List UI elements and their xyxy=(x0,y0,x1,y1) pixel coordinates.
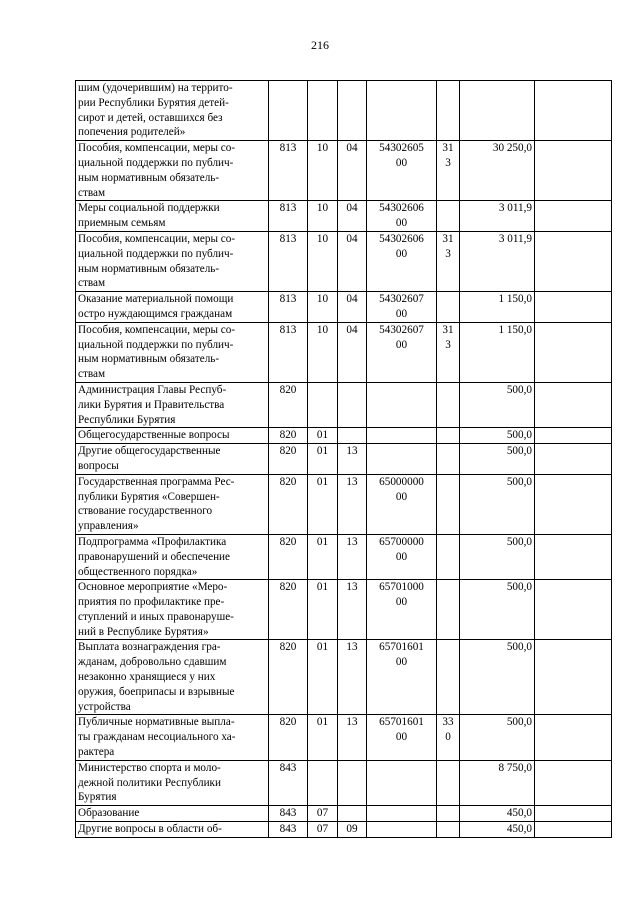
section-code-cell xyxy=(308,822,338,838)
budget-table-body xyxy=(76,81,612,838)
amount-cell-text: 30 250,0 xyxy=(492,142,532,155)
row-name-cell xyxy=(76,760,269,805)
row-name-cell xyxy=(76,428,269,444)
empty-cell xyxy=(535,322,612,382)
empty-cell xyxy=(535,141,612,201)
row-name-cell-text: Образование xyxy=(78,807,140,820)
empty-cell xyxy=(535,534,612,579)
amount-cell xyxy=(460,806,535,822)
ministry-code-cell xyxy=(269,640,308,715)
subsection-code-cell-text: 13 xyxy=(346,445,358,458)
amount-cell xyxy=(460,231,535,291)
subsection-code-cell-text: 04 xyxy=(346,293,358,306)
section-code-cell-text: 07 xyxy=(316,823,329,836)
section-code-cell-text: 10 xyxy=(316,202,329,215)
subsection-code-cell xyxy=(338,231,367,291)
table-row xyxy=(76,292,612,323)
section-code-cell-text: 07 xyxy=(316,807,329,820)
budget-table xyxy=(75,80,612,838)
target-article-cell xyxy=(367,474,437,534)
amount-cell-text: 450,0 xyxy=(506,807,532,820)
section-code-cell-text: 01 xyxy=(316,581,329,594)
table-row xyxy=(76,382,612,427)
table-row xyxy=(76,428,612,444)
amount-cell-text: 500,0 xyxy=(506,383,532,396)
expense-type-cell-text: 31 3 xyxy=(442,232,454,260)
expense-type-cell xyxy=(437,580,460,640)
row-name-cell xyxy=(76,715,269,760)
subsection-code-cell-text: 04 xyxy=(346,232,358,245)
target-article-cell xyxy=(367,428,437,444)
expense-type-cell xyxy=(437,201,460,232)
ministry-code-cell xyxy=(269,428,308,444)
subsection-code-cell-text: 04 xyxy=(346,202,358,215)
subsection-code-cell-text: 09 xyxy=(346,823,358,836)
row-name-cell-text: Министерство спорта и моло- дежной политики Республики Бурятия xyxy=(78,761,221,804)
empty-cell xyxy=(535,822,612,838)
ministry-code-cell xyxy=(269,806,308,822)
target-article-cell xyxy=(367,822,437,838)
ministry-code-cell xyxy=(269,444,308,475)
row-name-cell xyxy=(76,444,269,475)
amount-cell-text: 500,0 xyxy=(506,641,532,654)
subsection-code-cell xyxy=(338,580,367,640)
target-article-cell xyxy=(367,444,437,475)
ministry-code-cell xyxy=(269,760,308,805)
expense-type-cell-text: 31 3 xyxy=(442,142,454,169)
target-article-cell xyxy=(367,201,437,232)
target-article-cell-text: 65000000 00 xyxy=(379,475,424,503)
section-code-cell-text: 01 xyxy=(316,429,329,442)
row-name-cell xyxy=(76,292,269,323)
row-name-cell xyxy=(76,141,269,201)
ministry-code-cell-text: 813 xyxy=(279,142,297,155)
ministry-code-cell xyxy=(269,822,308,838)
target-article-cell xyxy=(367,580,437,640)
empty-cell xyxy=(535,231,612,291)
empty-cell xyxy=(535,760,612,805)
table-row xyxy=(76,322,612,382)
expense-type-cell xyxy=(437,322,460,382)
amount-cell xyxy=(460,715,535,760)
expense-type-cell xyxy=(437,141,460,201)
ministry-code-cell-text: 820 xyxy=(279,475,297,488)
subsection-code-cell-text: 04 xyxy=(346,323,358,336)
target-article-cell xyxy=(367,806,437,822)
section-code-cell xyxy=(308,81,338,141)
empty-cell xyxy=(535,201,612,232)
amount-cell-text: 500,0 xyxy=(506,445,532,458)
amount-cell-text: 500,0 xyxy=(506,535,532,548)
amount-cell-text: 1 150,0 xyxy=(498,323,532,336)
section-code-cell xyxy=(308,292,338,323)
subsection-code-cell xyxy=(338,474,367,534)
subsection-code-cell-text: 13 xyxy=(346,641,358,654)
section-code-cell xyxy=(308,715,338,760)
ministry-code-cell-text: 813 xyxy=(279,293,297,306)
section-code-cell-text: 10 xyxy=(316,293,329,306)
amount-cell xyxy=(460,322,535,382)
amount-cell-text: 500,0 xyxy=(506,716,532,729)
subsection-code-cell xyxy=(338,382,367,427)
row-name-cell xyxy=(76,822,269,838)
target-article-cell xyxy=(367,231,437,291)
expense-type-cell-text: 33 0 xyxy=(442,716,454,744)
row-name-cell xyxy=(76,81,269,141)
row-name-cell xyxy=(76,806,269,822)
empty-cell xyxy=(535,444,612,475)
section-code-cell xyxy=(308,474,338,534)
table-row xyxy=(76,580,612,640)
section-code-cell xyxy=(308,231,338,291)
amount-cell xyxy=(460,822,535,838)
subsection-code-cell-text: 13 xyxy=(346,716,358,729)
target-article-cell xyxy=(367,382,437,427)
subsection-code-cell xyxy=(338,292,367,323)
target-article-cell-text: 54302607 00 xyxy=(379,323,424,351)
empty-cell xyxy=(535,428,612,444)
ministry-code-cell xyxy=(269,141,308,201)
target-article-cell xyxy=(367,715,437,760)
table-row xyxy=(76,760,612,805)
target-article-cell xyxy=(367,141,437,201)
section-code-cell-text: 01 xyxy=(316,445,329,458)
empty-cell xyxy=(535,382,612,427)
section-code-cell xyxy=(308,760,338,805)
row-name-cell xyxy=(76,322,269,382)
amount-cell-text: 8 750,0 xyxy=(498,761,532,774)
expense-type-cell xyxy=(437,806,460,822)
row-name-cell xyxy=(76,534,269,579)
table-row xyxy=(76,141,612,201)
row-name-cell-text: Меры социальной поддержки приемным семьям xyxy=(78,202,220,230)
ministry-code-cell-text: 843 xyxy=(279,823,297,836)
subsection-code-cell xyxy=(338,806,367,822)
amount-cell xyxy=(460,428,535,444)
ministry-code-cell xyxy=(269,534,308,579)
row-name-cell-text: Публичные нормативные выпла- ты гражданам несоциального ха- рактера xyxy=(78,716,236,759)
ministry-code-cell xyxy=(269,474,308,534)
amount-cell-text: 1 150,0 xyxy=(498,293,532,306)
ministry-code-cell-text: 813 xyxy=(279,232,297,245)
amount-cell-text: 3 011,9 xyxy=(498,202,532,215)
row-name-cell-text: шим (удочерившим) на террито- рии Республики Бурятия детей- сирот и детей, оставшихся без попечения родителей» xyxy=(78,82,233,139)
expense-type-cell xyxy=(437,292,460,323)
table-row xyxy=(76,715,612,760)
empty-cell xyxy=(535,474,612,534)
row-name-cell xyxy=(76,201,269,232)
ministry-code-cell-text: 820 xyxy=(279,641,297,654)
section-code-cell xyxy=(308,534,338,579)
amount-cell xyxy=(460,474,535,534)
row-name-cell xyxy=(76,640,269,715)
expense-type-cell xyxy=(437,231,460,291)
amount-cell-text: 500,0 xyxy=(506,475,532,488)
expense-type-cell xyxy=(437,715,460,760)
ministry-code-cell-text: 820 xyxy=(279,716,297,729)
target-article-cell xyxy=(367,81,437,141)
subsection-code-cell-text: 04 xyxy=(346,142,358,155)
subsection-code-cell xyxy=(338,822,367,838)
section-code-cell-text: 01 xyxy=(316,641,329,654)
amount-cell xyxy=(460,760,535,805)
expense-type-cell xyxy=(437,640,460,715)
row-name-cell-text: Государственная программа Рес- публики Бурятия «Совершен- ствование государственного управления» xyxy=(78,475,235,533)
table-row xyxy=(76,806,612,822)
section-code-cell xyxy=(308,806,338,822)
ministry-code-cell xyxy=(269,715,308,760)
ministry-code-cell xyxy=(269,382,308,427)
subsection-code-cell-text: 13 xyxy=(346,535,358,548)
row-name-cell-text: Пособия, компенсации, меры со- циальной поддержки по публич- ным нормативным обязатель- ствам xyxy=(78,142,236,199)
subsection-code-cell xyxy=(338,444,367,475)
expense-type-cell xyxy=(437,444,460,475)
section-code-cell xyxy=(308,640,338,715)
row-name-cell-text: Пособия, компенсации, меры со- циальной поддержки по публич- ным нормативным обязатель- ствам xyxy=(78,323,236,381)
amount-cell xyxy=(460,534,535,579)
subsection-code-cell xyxy=(338,201,367,232)
row-name-cell-text: Оказание материальной помощи остро нуждающимся гражданам xyxy=(78,293,234,320)
ministry-code-cell xyxy=(269,580,308,640)
target-article-cell-text: 54302606 00 xyxy=(379,202,424,230)
amount-cell-text: 500,0 xyxy=(506,581,532,594)
section-code-cell-text: 01 xyxy=(316,535,329,548)
ministry-code-cell xyxy=(269,292,308,323)
subsection-code-cell xyxy=(338,640,367,715)
subsection-code-cell-text: 13 xyxy=(346,475,358,488)
subsection-code-cell xyxy=(338,760,367,805)
expense-type-cell xyxy=(437,822,460,838)
row-name-cell xyxy=(76,231,269,291)
target-article-cell-text: 65701601 00 xyxy=(379,641,424,669)
row-name-cell-text: Администрация Главы Респуб- лики Бурятия и Правительства Республики Бурятия xyxy=(78,383,227,426)
empty-cell xyxy=(535,580,612,640)
subsection-code-cell xyxy=(338,322,367,382)
row-name-cell xyxy=(76,382,269,427)
target-article-cell-text: 54302606 00 xyxy=(379,232,424,260)
expense-type-cell-text: 31 3 xyxy=(442,323,454,351)
page-number: 216 xyxy=(311,38,329,52)
empty-cell xyxy=(535,640,612,715)
section-code-cell xyxy=(308,141,338,201)
ministry-code-cell-text: 843 xyxy=(279,761,297,774)
section-code-cell-text: 01 xyxy=(316,475,329,488)
row-name-cell xyxy=(76,580,269,640)
amount-cell-text: 500,0 xyxy=(506,429,532,442)
amount-cell-text: 450,0 xyxy=(506,823,532,836)
amount-cell xyxy=(460,81,535,141)
row-name-cell-text: Пособия, компенсации, меры со- циальной поддержки по публич- ным нормативным обязатель- ствам xyxy=(78,232,236,290)
ministry-code-cell-text: 813 xyxy=(279,202,297,215)
expense-type-cell xyxy=(437,760,460,805)
section-code-cell xyxy=(308,580,338,640)
target-article-cell-text: 54302605 00 xyxy=(379,142,424,169)
amount-cell xyxy=(460,640,535,715)
row-name-cell-text: Подпрограмма «Профилактика правонарушений и обеспечение общественного порядка» xyxy=(78,535,231,578)
ministry-code-cell-text: 820 xyxy=(279,535,297,548)
section-code-cell xyxy=(308,322,338,382)
target-article-cell-text: 54302607 00 xyxy=(379,293,424,320)
row-name-cell-text: Другие вопросы в области об- xyxy=(78,823,222,836)
ministry-code-cell xyxy=(269,201,308,232)
subsection-code-cell xyxy=(338,534,367,579)
ministry-code-cell-text: 820 xyxy=(279,581,297,594)
row-name-cell-text: Другие общегосударственные вопросы xyxy=(78,445,221,472)
subsection-code-cell xyxy=(338,81,367,141)
section-code-cell xyxy=(308,444,338,475)
ministry-code-cell-text: 813 xyxy=(279,323,297,336)
expense-type-cell xyxy=(437,474,460,534)
target-article-cell xyxy=(367,322,437,382)
empty-cell xyxy=(535,806,612,822)
ministry-code-cell xyxy=(269,231,308,291)
amount-cell xyxy=(460,201,535,232)
empty-cell xyxy=(535,292,612,323)
amount-cell xyxy=(460,292,535,323)
table-row xyxy=(76,444,612,475)
ministry-code-cell-text: 820 xyxy=(279,445,297,458)
target-article-cell xyxy=(367,292,437,323)
row-name-cell-text: Основное мероприятие «Меро- приятия по профилактике пре- ступлений и иных правонаруше- ний в Республике Бурятия» xyxy=(78,581,234,638)
expense-type-cell xyxy=(437,382,460,427)
row-name-cell-text: Общегосударственные вопросы xyxy=(78,429,230,442)
target-article-cell xyxy=(367,760,437,805)
table-row xyxy=(76,474,612,534)
expense-type-cell xyxy=(437,428,460,444)
table-row xyxy=(76,534,612,579)
section-code-cell xyxy=(308,428,338,444)
ministry-code-cell xyxy=(269,81,308,141)
table-row xyxy=(76,201,612,232)
ministry-code-cell-text: 843 xyxy=(279,807,297,820)
ministry-code-cell xyxy=(269,322,308,382)
table-row xyxy=(76,231,612,291)
expense-type-cell xyxy=(437,81,460,141)
subsection-code-cell xyxy=(338,715,367,760)
amount-cell xyxy=(460,141,535,201)
table-row xyxy=(76,640,612,715)
section-code-cell xyxy=(308,382,338,427)
target-article-cell xyxy=(367,534,437,579)
ministry-code-cell-text: 820 xyxy=(279,383,297,396)
target-article-cell-text: 65701601 00 xyxy=(379,716,424,744)
section-code-cell-text: 10 xyxy=(316,232,329,245)
target-article-cell-text: 65700000 00 xyxy=(379,535,424,563)
section-code-cell-text: 10 xyxy=(316,323,329,336)
section-code-cell-text: 01 xyxy=(316,716,329,729)
section-code-cell-text: 10 xyxy=(316,142,329,155)
row-name-cell xyxy=(76,474,269,534)
subsection-code-cell xyxy=(338,428,367,444)
table-row xyxy=(76,822,612,838)
target-article-cell xyxy=(367,640,437,715)
amount-cell xyxy=(460,580,535,640)
subsection-code-cell xyxy=(338,141,367,201)
subsection-code-cell-text: 13 xyxy=(346,581,358,594)
section-code-cell xyxy=(308,201,338,232)
amount-cell xyxy=(460,382,535,427)
expense-type-cell xyxy=(437,534,460,579)
table-row xyxy=(76,81,612,141)
target-article-cell-text: 65701000 00 xyxy=(379,581,424,609)
amount-cell-text: 3 011,9 xyxy=(498,232,532,245)
row-name-cell-text: Выплата вознаграждения гра- жданам, добровольно сдавшим незаконно хранящиеся у них оружия, боеприпасы и взрывные устройства xyxy=(78,641,235,713)
empty-cell xyxy=(535,715,612,760)
amount-cell xyxy=(460,444,535,475)
empty-cell xyxy=(535,81,612,141)
ministry-code-cell-text: 820 xyxy=(279,429,297,442)
